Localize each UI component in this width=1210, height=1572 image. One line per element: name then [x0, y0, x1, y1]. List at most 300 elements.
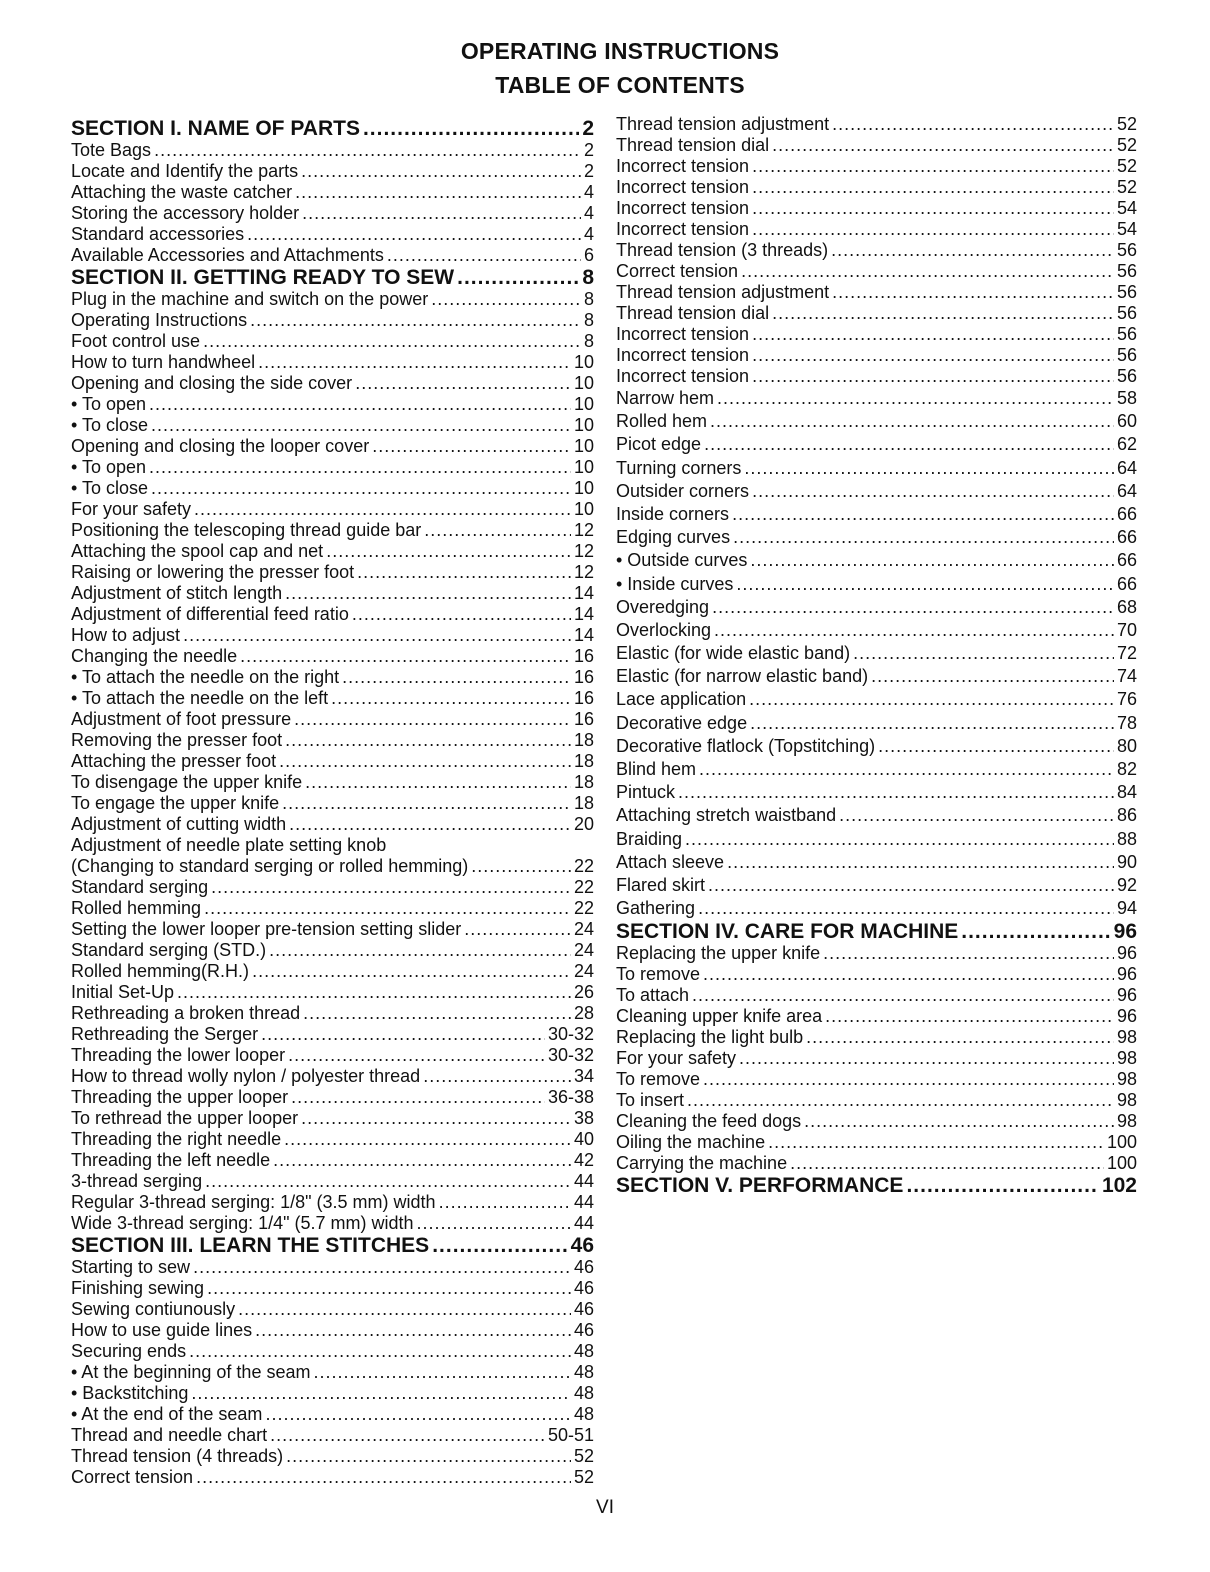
toc-entry-page: 48	[573, 1404, 594, 1424]
dot-leader	[238, 1299, 571, 1320]
dot-leader	[752, 156, 1114, 177]
toc-entry-page: 10	[573, 499, 594, 519]
toc-entry-page: 98	[1116, 1090, 1137, 1111]
toc-entry-label: Thread tension (4 threads)	[71, 1446, 284, 1466]
toc-entry-label: Rethreading a broken thread	[71, 1003, 301, 1023]
toc-entry	[71, 394, 594, 415]
dot-leader	[363, 117, 579, 140]
toc-entry-page: 2	[582, 117, 594, 140]
toc-entry-page: 14	[573, 583, 594, 603]
dot-leader	[265, 1404, 571, 1425]
dot-leader	[717, 387, 1114, 410]
toc-entry-page: 46	[573, 1299, 594, 1319]
toc-entry-label: Thread tension adjustment	[616, 282, 830, 302]
toc-entry	[71, 1467, 594, 1488]
toc-entry-label: Replacing the upper knife	[616, 943, 821, 964]
toc-entry-page: 22	[573, 898, 594, 918]
dot-leader	[772, 303, 1114, 324]
toc-entry-page: 28	[573, 1003, 594, 1023]
toc-entry-label: • To open	[71, 457, 147, 477]
toc-entry-label: Incorrect tension	[616, 219, 750, 239]
toc-entry	[616, 324, 1137, 345]
toc-entry-page: 46	[573, 1320, 594, 1340]
dot-leader	[704, 433, 1114, 456]
toc-entry-label: How to use guide lines	[71, 1320, 253, 1340]
dot-leader	[285, 730, 571, 751]
toc-entry-label: Adjustment of needle plate setting knob	[71, 835, 387, 855]
dot-leader	[752, 324, 1114, 345]
toc-entry	[616, 345, 1137, 366]
toc-entry	[71, 331, 594, 352]
dot-leader	[703, 964, 1114, 985]
dot-leader	[294, 709, 571, 730]
toc-entry-label: To insert	[616, 1090, 685, 1111]
toc-entry-page: 96	[1116, 1006, 1137, 1027]
toc-entry	[616, 219, 1137, 240]
toc-entry-page: 4	[583, 224, 594, 244]
toc-entry-label: Setting the lower looper pre-tension setting slider	[71, 919, 462, 939]
toc-entry-label: SECTION V. PERFORMANCE	[616, 1174, 904, 1198]
toc-entry	[71, 961, 594, 982]
toc-entry-label: • At the beginning of the seam	[71, 1362, 311, 1382]
dot-leader	[699, 758, 1114, 781]
toc-entry-label: To attach	[616, 985, 690, 1006]
toc-entry-label: How to thread wolly nylon / polyester thread	[71, 1066, 421, 1086]
toc-entry-page: 84	[1116, 782, 1137, 803]
toc-entry-page: 26	[573, 982, 594, 1002]
toc-entry-page: 8	[583, 289, 594, 309]
toc-entry	[71, 1192, 594, 1213]
toc-entry	[616, 503, 1137, 526]
toc-entry-page: 14	[573, 625, 594, 645]
dot-leader	[303, 1003, 571, 1024]
toc-entry	[71, 1213, 594, 1234]
toc-entry-label: Inside corners	[616, 503, 730, 524]
toc-entry-label: Carrying the machine	[616, 1153, 788, 1174]
toc-entry-label: Locate and Identify the parts	[71, 161, 299, 181]
dot-leader	[423, 1066, 571, 1087]
toc-entry	[616, 828, 1137, 851]
toc-entry	[71, 182, 594, 203]
toc-entry-page: 92	[1116, 874, 1137, 895]
dot-leader	[750, 549, 1114, 572]
toc-entry-page: 52	[1116, 156, 1137, 176]
dot-leader	[832, 282, 1114, 303]
toc-entry-page: 8	[583, 310, 594, 330]
dot-leader	[871, 665, 1114, 688]
toc-entry-label: Overlocking	[616, 619, 712, 640]
dot-leader	[269, 940, 571, 961]
toc-entry-label: Attach sleeve	[616, 851, 725, 872]
dot-leader	[750, 712, 1114, 735]
toc-entry-label: Incorrect tension	[616, 366, 750, 386]
toc-entry-page: 80	[1116, 735, 1137, 756]
toc-entry-page: 10	[573, 394, 594, 414]
dot-leader	[752, 345, 1114, 366]
toc-entry-page: 74	[1116, 666, 1137, 687]
toc-entry-label: Decorative flatlock (Topstitching)	[616, 735, 876, 756]
toc-entry	[71, 1045, 594, 1066]
dot-leader	[432, 1234, 567, 1257]
dot-leader	[252, 961, 571, 982]
toc-entry	[616, 619, 1137, 642]
dot-leader	[752, 480, 1114, 503]
toc-entry-label: Standard serging (STD.)	[71, 940, 267, 960]
toc-entry-page: 56	[1116, 240, 1137, 260]
toc-entry-page: 46	[570, 1234, 594, 1257]
toc-entry-label: SECTION II. GETTING READY TO SEW	[71, 266, 455, 289]
toc-entry-label: Elastic (for wide elastic band)	[616, 643, 851, 664]
toc-entry-label: Incorrect tension	[616, 198, 750, 218]
dot-leader	[193, 1257, 571, 1278]
dot-leader	[823, 943, 1114, 964]
dot-leader	[424, 520, 571, 541]
toc-entry	[71, 583, 594, 604]
toc-entry-label: Overedging	[616, 596, 710, 617]
toc-entry	[616, 1048, 1137, 1069]
toc-entry	[616, 1153, 1137, 1174]
dot-leader	[288, 1045, 545, 1066]
toc-entry-page: 56	[1116, 282, 1137, 302]
toc-entry-page: 4	[583, 203, 594, 223]
dot-leader	[295, 182, 581, 203]
toc-entry-page: 56	[1116, 303, 1137, 323]
toc-entry	[71, 625, 594, 646]
toc-entry-page: 6	[583, 245, 594, 265]
toc-entry-page: 10	[573, 373, 594, 393]
toc-entry	[71, 856, 594, 877]
toc-entry	[616, 573, 1137, 596]
dot-leader	[291, 1087, 545, 1108]
dot-leader	[417, 1213, 571, 1234]
toc-entry-page: 58	[1116, 388, 1137, 408]
toc-entry	[616, 1006, 1137, 1027]
toc-entry	[616, 457, 1137, 480]
toc-section-heading	[71, 1234, 594, 1257]
document-titles	[0, 34, 1210, 102]
toc-entry-page: 66	[1116, 527, 1137, 548]
toc-entry-page: 98	[1116, 1027, 1137, 1048]
dot-leader	[211, 877, 571, 898]
dot-leader	[189, 1341, 571, 1362]
toc-entry	[616, 135, 1137, 156]
toc-entry	[616, 480, 1137, 503]
toc-entry-page: 64	[1116, 480, 1137, 501]
toc-entry-label: How to adjust	[71, 625, 181, 645]
toc-entry	[616, 1132, 1137, 1153]
toc-entry-label: To remove	[616, 964, 701, 985]
toc-entry	[71, 814, 594, 835]
dot-leader	[240, 646, 571, 667]
toc-entry-page: 56	[1116, 366, 1137, 386]
toc-entry-page: 16	[573, 667, 594, 687]
dot-leader	[806, 1027, 1114, 1048]
toc-entry-label: How to turn handwheel	[71, 352, 256, 372]
toc-entry	[71, 1404, 594, 1425]
toc-entry	[616, 526, 1137, 549]
dot-leader	[284, 1129, 571, 1150]
toc-entry	[71, 373, 594, 394]
toc-entry-label: Adjustment of foot pressure	[71, 709, 292, 729]
toc-entry	[71, 541, 594, 562]
dot-leader	[196, 1467, 571, 1488]
toc-entry-label: Opening and closing the side cover	[71, 373, 353, 393]
dot-leader	[708, 874, 1114, 897]
toc-entry-page: 8	[582, 266, 594, 289]
dot-leader	[732, 503, 1114, 526]
toc-entry-label: • Outside curves	[616, 550, 748, 571]
dot-leader	[387, 245, 581, 266]
dot-leader	[326, 541, 571, 562]
toc-entry	[616, 735, 1137, 758]
toc-entry	[71, 310, 594, 331]
toc-entry-label: Picot edge	[616, 434, 702, 455]
toc-entry-page: 18	[573, 772, 594, 792]
dot-leader	[357, 562, 571, 583]
toc-entry-label: Available Accessories and Attachments	[71, 245, 384, 265]
dot-leader	[457, 266, 579, 289]
toc-entry	[71, 730, 594, 751]
toc-entry-label: For your safety	[71, 499, 192, 519]
toc-entry	[71, 1003, 594, 1024]
toc-entry-label: Braiding	[616, 828, 683, 849]
toc-entry-page: 16	[573, 709, 594, 729]
dot-leader	[270, 1425, 545, 1446]
toc-entry-label: • Inside curves	[616, 573, 734, 594]
toc-entry-label: Removing the presser foot	[71, 730, 283, 750]
toc-entry-label: Foot control use	[71, 331, 201, 351]
toc-entry-label: Opening and closing the looper cover	[71, 436, 370, 456]
toc-entry-page: 52	[573, 1467, 594, 1487]
toc-entry-label: Incorrect tension	[616, 156, 750, 176]
dot-leader	[804, 1111, 1114, 1132]
dot-leader	[714, 619, 1114, 642]
toc-entry	[616, 549, 1137, 572]
toc-entry-page: 20	[573, 814, 594, 834]
toc-entry-page: 86	[1116, 805, 1137, 826]
toc-entry-label: Threading the upper looper	[71, 1087, 289, 1107]
toc-entry	[71, 1320, 594, 1341]
dot-leader	[464, 919, 571, 940]
dot-leader	[439, 1192, 571, 1213]
toc-entry-label: (Changing to standard serging or rolled hemming)	[71, 856, 469, 876]
toc-entry	[616, 303, 1137, 324]
toc-entry-label: Attaching the waste catcher	[71, 182, 293, 202]
toc-section-heading	[71, 117, 594, 140]
toc-entry-label: • To open	[71, 394, 147, 414]
toc-entry-label: Standard accessories	[71, 224, 245, 244]
toc-entry	[616, 366, 1137, 387]
dot-leader	[739, 1048, 1114, 1069]
toc-entry-label: SECTION IV. CARE FOR MACHINE	[616, 920, 959, 944]
toc-entry-page: 64	[1116, 457, 1137, 478]
toc-section-heading	[71, 266, 594, 289]
toc-entry	[616, 964, 1137, 985]
toc-section-heading	[616, 920, 1137, 943]
toc-entry-label: Attaching the spool cap and net	[71, 541, 324, 561]
toc-entry-page: 62	[1116, 434, 1137, 455]
toc-entry	[71, 140, 594, 161]
toc-entry-label: Attaching the presser foot	[71, 751, 277, 771]
dot-leader	[301, 161, 581, 182]
toc-entry-page: 18	[573, 730, 594, 750]
toc-entry-label: 3-thread serging	[71, 1171, 203, 1191]
toc-entry	[71, 245, 594, 266]
dot-leader	[710, 410, 1114, 433]
toc-entry-page: 4	[583, 182, 594, 202]
dot-leader	[752, 198, 1114, 219]
dot-leader	[853, 642, 1114, 665]
toc-entry-label: Wide 3-thread serging: 1/4" (5.7 mm) width	[71, 1213, 414, 1233]
toc-entry	[71, 877, 594, 898]
toc-entry	[616, 387, 1137, 410]
dot-leader	[247, 224, 581, 245]
dot-leader	[744, 457, 1114, 480]
dot-leader	[183, 625, 571, 646]
toc-entry-page: 16	[573, 646, 594, 666]
toc-entry-label: To rethread the upper looper	[71, 1108, 299, 1128]
toc-entry-page: 98	[1116, 1111, 1137, 1132]
toc-entry	[71, 940, 594, 961]
dot-leader	[258, 352, 571, 373]
toc-entry-label: Raising or lowering the presser foot	[71, 562, 355, 582]
dot-leader	[207, 1278, 571, 1299]
toc-entry	[71, 520, 594, 541]
dot-leader	[279, 751, 571, 772]
toc-entry	[71, 562, 594, 583]
dot-leader	[752, 177, 1114, 198]
dot-leader	[961, 920, 1110, 943]
toc-entry-page: 10	[573, 436, 594, 456]
toc-entry-label: Plug in the machine and switch on the power	[71, 289, 429, 309]
toc-entry-page: 48	[573, 1341, 594, 1361]
toc-entry-page: 96	[1113, 920, 1137, 944]
toc-entry-label: To engage the upper knife	[71, 793, 280, 813]
dot-leader	[768, 1132, 1104, 1153]
toc-entry	[71, 161, 594, 182]
toc-entry	[71, 709, 594, 730]
toc-entry-page: 56	[1116, 324, 1137, 344]
dot-leader	[831, 240, 1114, 261]
toc-entry-label: Incorrect tension	[616, 324, 750, 344]
toc-entry-label: Elastic (for narrow elastic band)	[616, 666, 869, 687]
dot-leader	[302, 203, 581, 224]
toc-entry-page: 24	[573, 940, 594, 960]
toc-entry-label: Initial Set-Up	[71, 982, 175, 1002]
toc-entry-page: 24	[573, 919, 594, 939]
toc-entry-label: Correct tension	[71, 1467, 194, 1487]
toc-entry-label: SECTION III. LEARN THE STITCHES	[71, 1234, 430, 1257]
dot-leader	[712, 596, 1114, 619]
dot-leader	[832, 114, 1114, 135]
dot-leader	[471, 856, 571, 877]
toc-entry-label: Standard serging	[71, 877, 209, 897]
toc-entry-page: 52	[1116, 114, 1137, 134]
toc-entry-label: Turning corners	[616, 457, 742, 478]
dot-leader	[282, 793, 571, 814]
dot-leader	[285, 583, 571, 604]
toc-entry	[616, 943, 1137, 964]
toc-entry-page: 90	[1116, 851, 1137, 872]
dot-leader	[790, 1153, 1104, 1174]
toc-entry-label: Rolled hemming	[71, 898, 202, 918]
toc-entry	[616, 642, 1137, 665]
toc-entry-label: Adjustment of cutting width	[71, 814, 287, 834]
toc-entry-page: 10	[573, 457, 594, 477]
dot-leader	[154, 140, 581, 161]
toc-entry	[616, 1069, 1137, 1090]
toc-entry-label: • To close	[71, 415, 149, 435]
toc-entry	[616, 985, 1137, 1006]
toc-entry-label: • Backstitching	[71, 1383, 189, 1403]
toc-entry	[71, 1066, 594, 1087]
toc-entry-label: Changing the needle	[71, 646, 238, 666]
dot-leader	[703, 1069, 1114, 1090]
toc-entry-label: Outsider corners	[616, 480, 750, 501]
toc-entry	[71, 688, 594, 709]
toc-section-heading	[616, 1174, 1137, 1197]
dot-leader	[250, 310, 581, 331]
toc-entry	[71, 1150, 594, 1171]
toc-entry-label: Threading the right needle	[71, 1129, 282, 1149]
toc-entry-label: Correct tension	[616, 261, 739, 281]
toc-entry	[71, 478, 594, 499]
toc-entry-page: 30-32	[547, 1045, 594, 1065]
dot-leader	[692, 985, 1114, 1006]
dot-leader	[289, 814, 571, 835]
dot-leader	[772, 135, 1114, 156]
toc-entry	[616, 410, 1137, 433]
dot-leader	[733, 526, 1114, 549]
toc-entry-label: Flared skirt	[616, 874, 706, 895]
toc-entry-label: Cleaning upper knife area	[616, 1006, 823, 1027]
toc-entry-page: 18	[573, 751, 594, 771]
toc-entry	[71, 835, 594, 856]
toc-entry-page: 12	[573, 562, 594, 582]
toc-entry-page: 54	[1116, 198, 1137, 218]
toc-entry-page: 56	[1116, 345, 1137, 365]
toc-entry-page: 14	[573, 604, 594, 624]
dot-leader	[736, 573, 1114, 596]
toc-entry-label: Incorrect tension	[616, 177, 750, 197]
toc-entry	[71, 1425, 594, 1446]
toc-entry-label: Thread tension (3 threads)	[616, 240, 829, 260]
toc-entry	[71, 436, 594, 457]
toc-entry	[616, 874, 1137, 897]
toc-entry	[616, 1111, 1137, 1132]
toc-entry-page: 72	[1116, 643, 1137, 664]
toc-entry	[616, 688, 1137, 711]
toc-entry	[616, 114, 1137, 135]
toc-entry-page: 36-38	[547, 1087, 594, 1107]
toc-entry-label: Tote Bags	[71, 140, 152, 160]
toc-entry-label: Threading the lower looper	[71, 1045, 286, 1065]
dot-leader	[372, 436, 571, 457]
toc-entry	[71, 772, 594, 793]
toc-entry-label: SECTION I. NAME OF PARTS	[71, 117, 360, 140]
toc-entry-label: Lace application	[616, 689, 747, 710]
toc-entry-label: Threading the left needle	[71, 1150, 271, 1170]
toc-entry-label: Rolled hemming(R.H.)	[71, 961, 250, 981]
dot-leader	[752, 219, 1114, 240]
toc-entry	[71, 1362, 594, 1383]
dot-leader	[177, 982, 571, 1003]
dot-leader	[678, 781, 1114, 804]
toc-entry-page: 52	[573, 1446, 594, 1466]
toc-entry	[616, 851, 1137, 874]
toc-entry-label: Securing ends	[71, 1341, 187, 1361]
toc-entry-label: Oiling the machine	[616, 1132, 766, 1153]
